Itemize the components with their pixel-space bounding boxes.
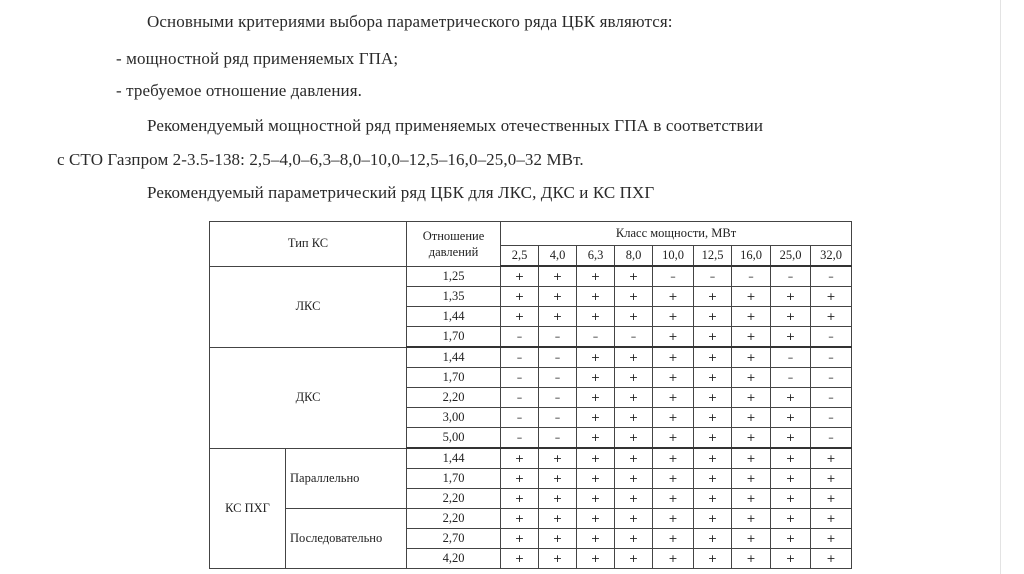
availability-cell: + xyxy=(615,448,653,469)
ratio-cell: 2,20 xyxy=(407,509,501,529)
ratio-cell: 1,70 xyxy=(407,469,501,489)
table-row xyxy=(210,347,852,368)
availability-cell: + xyxy=(694,368,732,388)
header-power-5: 12,5 xyxy=(694,246,732,267)
availability-cell: + xyxy=(771,287,811,307)
availability-cell: + xyxy=(653,327,694,348)
availability-cell: + xyxy=(577,266,615,287)
availability-cell: + xyxy=(615,368,653,388)
table-row xyxy=(210,266,852,287)
availability-cell: + xyxy=(694,448,732,469)
availability-cell: + xyxy=(615,489,653,509)
availability-cell: + xyxy=(539,287,577,307)
availability-cell: + xyxy=(732,347,771,368)
availability-cell: + xyxy=(501,266,539,287)
availability-cell: + xyxy=(694,428,732,449)
availability-cell: + xyxy=(732,549,771,569)
availability-cell: – xyxy=(653,266,694,287)
availability-cell: – xyxy=(615,327,653,348)
header-power-6: 16,0 xyxy=(732,246,771,267)
availability-cell: + xyxy=(694,549,732,569)
availability-cell: – xyxy=(501,388,539,408)
ratio-cell: 1,70 xyxy=(407,368,501,388)
availability-cell: – xyxy=(694,266,732,287)
availability-cell: + xyxy=(694,347,732,368)
availability-cell: + xyxy=(732,529,771,549)
availability-cell: + xyxy=(615,509,653,529)
availability-cell: + xyxy=(615,549,653,569)
availability-cell: + xyxy=(653,469,694,489)
recommended-line-2: с СТО Газпром 2-3.5-138: 2,5–4,0–6,3–8,0–10,0–12,5–16,0–25,0–32 МВт. xyxy=(57,150,584,169)
header-type-ks: Тип КС xyxy=(210,222,407,267)
ratio-cell: 1,70 xyxy=(407,327,501,348)
availability-cell: + xyxy=(615,388,653,408)
availability-cell: – xyxy=(811,327,852,348)
availability-cell: + xyxy=(501,529,539,549)
availability-cell: + xyxy=(811,287,852,307)
ratio-cell: 1,25 xyxy=(407,266,501,287)
availability-cell: + xyxy=(615,428,653,449)
availability-cell: – xyxy=(539,368,577,388)
ratio-cell: 3,00 xyxy=(407,408,501,428)
header-power-class: Класс мощности, МВт xyxy=(501,222,852,246)
criterion-pressure-ratio: - требуемое отношение давления. xyxy=(116,81,362,100)
availability-cell: – xyxy=(501,408,539,428)
availability-cell: + xyxy=(615,266,653,287)
ratio-cell: 1,44 xyxy=(407,307,501,327)
availability-cell: – xyxy=(501,428,539,449)
availability-cell: + xyxy=(653,347,694,368)
availability-cell: + xyxy=(694,287,732,307)
table-caption: Рекомендуемый параметрический ряд ЦБК для ЛКС, ДКС и КС ПХГ xyxy=(147,183,655,202)
availability-cell: + xyxy=(577,408,615,428)
availability-cell: + xyxy=(577,347,615,368)
subgroup-parallel: Параллельно xyxy=(286,448,407,509)
availability-cell: + xyxy=(694,489,732,509)
availability-cell: + xyxy=(653,549,694,569)
availability-cell: + xyxy=(811,307,852,327)
availability-cell: + xyxy=(732,368,771,388)
availability-cell: + xyxy=(577,489,615,509)
availability-cell: + xyxy=(771,549,811,569)
ratio-cell: 5,00 xyxy=(407,428,501,449)
availability-cell: – xyxy=(811,408,852,428)
availability-cell: + xyxy=(501,489,539,509)
subgroup-serial: Последовательно xyxy=(286,509,407,569)
availability-cell: + xyxy=(539,469,577,489)
availability-cell: – xyxy=(539,388,577,408)
availability-cell: + xyxy=(732,388,771,408)
header-power-7: 25,0 xyxy=(771,246,811,267)
header-pressure-ratio: Отношение давлений xyxy=(407,222,501,267)
availability-cell: + xyxy=(653,307,694,327)
ratio-cell: 1,44 xyxy=(407,448,501,469)
availability-cell: + xyxy=(539,266,577,287)
availability-cell: + xyxy=(501,287,539,307)
availability-cell: – xyxy=(771,347,811,368)
availability-cell: + xyxy=(615,287,653,307)
availability-cell: + xyxy=(653,368,694,388)
availability-cell: + xyxy=(577,428,615,449)
availability-cell: + xyxy=(501,307,539,327)
availability-cell: – xyxy=(811,368,852,388)
availability-cell: + xyxy=(501,509,539,529)
availability-cell: + xyxy=(539,307,577,327)
table-row xyxy=(210,448,852,469)
availability-cell: – xyxy=(539,408,577,428)
availability-cell: + xyxy=(771,469,811,489)
header-power-0: 2,5 xyxy=(501,246,539,267)
availability-cell: + xyxy=(539,489,577,509)
header-power-1: 4,0 xyxy=(539,246,577,267)
availability-cell: + xyxy=(539,549,577,569)
availability-cell: + xyxy=(732,509,771,529)
page-right-border xyxy=(1000,0,1001,574)
availability-cell: + xyxy=(732,307,771,327)
availability-cell: + xyxy=(653,509,694,529)
availability-cell: + xyxy=(577,469,615,489)
availability-cell: + xyxy=(577,307,615,327)
availability-cell: + xyxy=(771,388,811,408)
availability-cell: – xyxy=(501,347,539,368)
recommended-line-1: Рекомендуемый мощностной ряд применяемых отечественных ГПА в соответствии xyxy=(147,116,764,135)
availability-cell: + xyxy=(615,307,653,327)
availability-cell: – xyxy=(539,327,577,348)
group-ks-phg: КС ПХГ xyxy=(210,448,286,569)
availability-cell: + xyxy=(732,469,771,489)
availability-cell: – xyxy=(732,266,771,287)
availability-cell: + xyxy=(653,428,694,449)
group-lks: ЛКС xyxy=(210,266,407,347)
availability-cell: + xyxy=(653,448,694,469)
availability-cell: – xyxy=(539,347,577,368)
availability-cell: + xyxy=(501,469,539,489)
header-power-2: 6,3 xyxy=(577,246,615,267)
availability-cell: + xyxy=(539,509,577,529)
availability-cell: + xyxy=(811,489,852,509)
availability-cell: + xyxy=(653,388,694,408)
header-power-4: 10,0 xyxy=(653,246,694,267)
availability-cell: + xyxy=(694,327,732,348)
ratio-cell: 1,44 xyxy=(407,347,501,368)
criteria-intro: Основными критериями выбора параметрического ряда ЦБК являются: xyxy=(147,12,673,31)
availability-cell: + xyxy=(615,469,653,489)
availability-cell: + xyxy=(615,529,653,549)
availability-cell: + xyxy=(577,448,615,469)
availability-cell: + xyxy=(771,529,811,549)
availability-cell: + xyxy=(771,489,811,509)
availability-cell: – xyxy=(811,347,852,368)
availability-cell: + xyxy=(501,549,539,569)
availability-cell: + xyxy=(694,388,732,408)
availability-cell: + xyxy=(811,529,852,549)
parametric-series-table xyxy=(209,221,852,569)
availability-cell: + xyxy=(577,529,615,549)
availability-cell: + xyxy=(811,448,852,469)
availability-cell: – xyxy=(771,266,811,287)
availability-cell: + xyxy=(694,307,732,327)
availability-cell: + xyxy=(653,408,694,428)
availability-cell: – xyxy=(771,368,811,388)
ratio-cell: 2,20 xyxy=(407,489,501,509)
availability-cell: + xyxy=(694,509,732,529)
availability-cell: + xyxy=(732,408,771,428)
ratio-cell: 2,20 xyxy=(407,388,501,408)
availability-cell: – xyxy=(501,327,539,348)
ratio-cell: 2,70 xyxy=(407,529,501,549)
availability-cell: + xyxy=(732,327,771,348)
availability-cell: + xyxy=(577,287,615,307)
availability-cell: + xyxy=(577,549,615,569)
availability-cell: + xyxy=(577,388,615,408)
availability-cell: + xyxy=(732,489,771,509)
availability-cell: + xyxy=(771,307,811,327)
availability-cell: + xyxy=(732,287,771,307)
availability-cell: + xyxy=(732,448,771,469)
ratio-cell: 1,35 xyxy=(407,287,501,307)
availability-cell: + xyxy=(811,509,852,529)
availability-cell: – xyxy=(501,368,539,388)
availability-cell: + xyxy=(653,529,694,549)
availability-cell: + xyxy=(694,529,732,549)
availability-cell: + xyxy=(811,549,852,569)
availability-cell: + xyxy=(771,448,811,469)
availability-cell: + xyxy=(577,368,615,388)
table-row xyxy=(210,509,852,529)
group-dks: ДКС xyxy=(210,347,407,448)
availability-cell: + xyxy=(539,529,577,549)
availability-cell: + xyxy=(653,489,694,509)
availability-cell: + xyxy=(539,448,577,469)
availability-cell: + xyxy=(577,509,615,529)
availability-cell: + xyxy=(771,509,811,529)
availability-cell: + xyxy=(732,428,771,449)
availability-cell: + xyxy=(811,469,852,489)
availability-cell: + xyxy=(694,408,732,428)
ratio-cell: 4,20 xyxy=(407,549,501,569)
availability-cell: + xyxy=(771,428,811,449)
availability-cell: + xyxy=(615,347,653,368)
criterion-power-series: - мощностной ряд применяемых ГПА; xyxy=(116,49,399,68)
availability-cell: + xyxy=(501,448,539,469)
availability-cell: + xyxy=(653,287,694,307)
availability-cell: – xyxy=(811,266,852,287)
availability-cell: + xyxy=(694,469,732,489)
header-power-8: 32,0 xyxy=(811,246,852,267)
availability-cell: + xyxy=(771,327,811,348)
availability-cell: – xyxy=(811,428,852,449)
availability-cell: + xyxy=(615,408,653,428)
header-power-3: 8,0 xyxy=(615,246,653,267)
availability-cell: – xyxy=(811,388,852,408)
availability-cell: – xyxy=(577,327,615,348)
availability-cell: + xyxy=(771,408,811,428)
availability-cell: – xyxy=(539,428,577,449)
